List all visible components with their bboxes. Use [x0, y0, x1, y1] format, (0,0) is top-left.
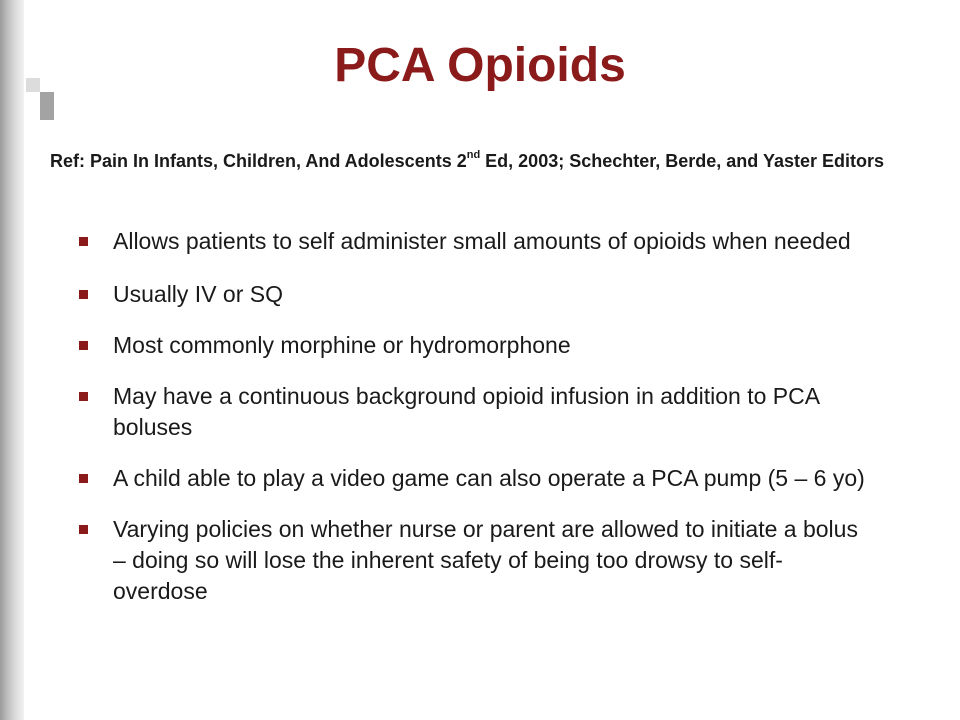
- bullet-item: [76, 330, 866, 361]
- bullet-text: A child able to play a video game can also operate a PCA pump (5 – 6 yo): [113, 465, 865, 491]
- square-bullet-icon: [79, 237, 88, 246]
- bullet-text: Usually IV or SQ: [113, 281, 283, 307]
- bullet-item: [76, 381, 866, 443]
- square-bullet-icon: [79, 341, 88, 350]
- bullet-item: [76, 463, 866, 494]
- bullet-item: [76, 514, 866, 607]
- bullet-text: Most commonly morphine or hydromorphone: [113, 332, 571, 358]
- ref-text-start: Ref: Pain In Infants, Children, And Adolescents 2: [50, 151, 467, 171]
- bullet-text: Allows patients to self administer small amounts of opioids when needed: [113, 228, 851, 254]
- bullet-text: May have a continuous background opioid infusion in addition to PCA boluses: [113, 383, 819, 440]
- square-bullet-icon: [79, 290, 88, 299]
- decorative-square-dark: [40, 92, 54, 120]
- square-bullet-icon: [79, 525, 88, 534]
- bullet-list: [76, 226, 866, 607]
- bullet-text: Varying policies on whether nurse or parent are allowed to initiate a bolus – doing so will lose the inherent safety of being too drowsy to self-overdose: [113, 516, 858, 604]
- square-bullet-icon: [79, 392, 88, 401]
- ref-superscript: nd: [466, 149, 481, 161]
- square-bullet-icon: [79, 474, 88, 483]
- left-decorative-bar: [0, 0, 24, 720]
- bullet-item: [76, 279, 866, 310]
- reference-citation: [50, 148, 930, 174]
- slide-title: PCA Opioids: [334, 39, 626, 92]
- ref-text-end: Ed, 2003; Schechter, Berde, and Yaster Editors: [480, 151, 885, 171]
- bullet-item: [76, 226, 866, 257]
